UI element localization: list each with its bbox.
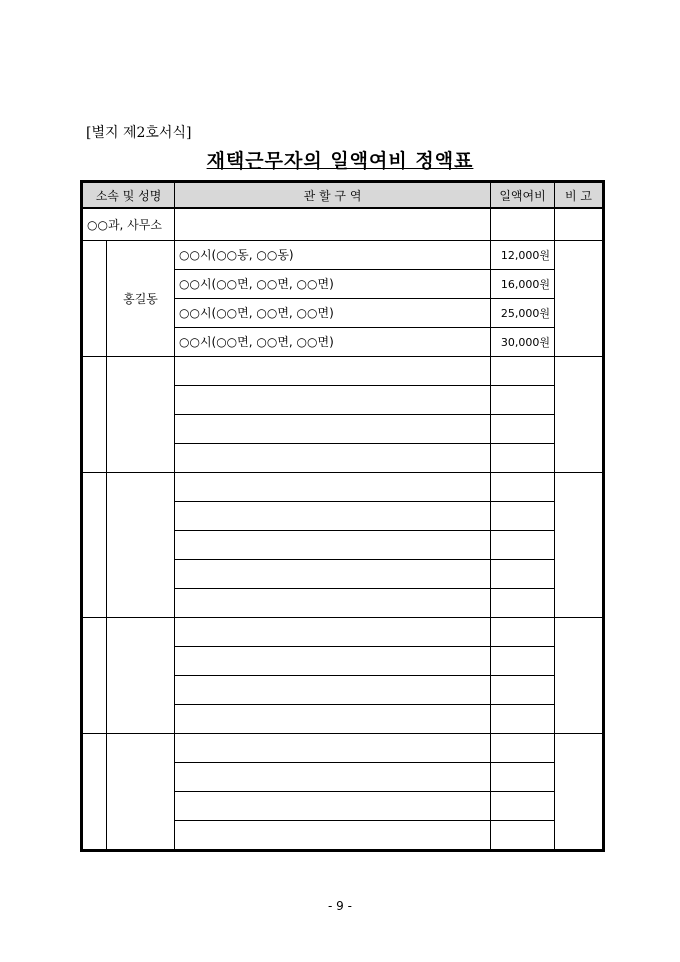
table-row [83,356,603,385]
page-number: - 9 - [328,899,352,913]
area-cell [175,617,491,646]
area-cell [175,762,491,791]
group-marker-cell [83,733,107,849]
area-cell: ○○시(○○면, ○○면, ○○면) [175,269,491,298]
area-cell [175,385,491,414]
area-cell [175,414,491,443]
header-affiliation-name: 소속 및 성명 [83,183,175,209]
area-cell [175,791,491,820]
table-row [83,472,603,501]
department-cell: ○○과, 사무소 [83,208,175,240]
amount-cell: 30,000원 [491,327,555,356]
group-marker-cell [83,617,107,733]
amount-cell [491,559,555,588]
amount-cell [491,675,555,704]
person-name-cell [107,472,175,617]
area-cell [175,356,491,385]
area-cell [175,559,491,588]
person-name-cell [107,617,175,733]
amount-cell [491,385,555,414]
area-cell [175,443,491,472]
person-name-cell [107,733,175,849]
person-name-cell [107,356,175,472]
area-cell [175,472,491,501]
table-row [83,617,603,646]
department-amount-cell [491,208,555,240]
amount-cell [491,733,555,762]
amount-cell: 16,000원 [491,269,555,298]
amount-cell [491,704,555,733]
area-cell [175,733,491,762]
amount-cell [491,762,555,791]
remarks-cell [555,617,603,733]
area-cell [175,820,491,849]
amount-cell: 12,000원 [491,240,555,269]
area-cell [175,530,491,559]
amount-cell [491,646,555,675]
form-label: [별지 제2호서식] [86,125,192,141]
area-cell [175,646,491,675]
person-name-cell: 홍길동 [107,240,175,356]
allowance-table [82,182,603,850]
department-row [83,208,603,240]
table-header-row [83,183,603,209]
amount-cell: 25,000원 [491,298,555,327]
header-daily-allowance: 일액여비 [491,183,555,209]
amount-cell [491,414,555,443]
area-cell [175,501,491,530]
area-cell: ○○시(○○동, ○○동) [175,240,491,269]
area-cell [175,675,491,704]
amount-cell [491,472,555,501]
amount-cell [491,501,555,530]
group-marker-cell [83,356,107,472]
amount-cell [491,443,555,472]
amount-cell [491,588,555,617]
group-marker-cell [83,240,107,356]
header-area: 관 할 구 역 [175,183,491,209]
amount-cell [491,617,555,646]
amount-cell [491,791,555,820]
table-row [83,240,603,269]
department-area-cell [175,208,491,240]
area-cell [175,588,491,617]
remarks-cell [555,733,603,849]
remarks-cell [555,240,603,356]
remarks-cell [555,472,603,617]
department-remarks-cell [555,208,603,240]
area-cell [175,704,491,733]
amount-cell [491,530,555,559]
area-cell: ○○시(○○면, ○○면, ○○면) [175,298,491,327]
area-cell: ○○시(○○면, ○○면, ○○면) [175,327,491,356]
group-marker-cell [83,472,107,617]
remarks-cell [555,356,603,472]
amount-cell [491,820,555,849]
header-remarks: 비 고 [555,183,603,209]
table-row [83,733,603,762]
document-title: 재택근무자의 일액여비 정액표 [206,150,474,172]
amount-cell [491,356,555,385]
